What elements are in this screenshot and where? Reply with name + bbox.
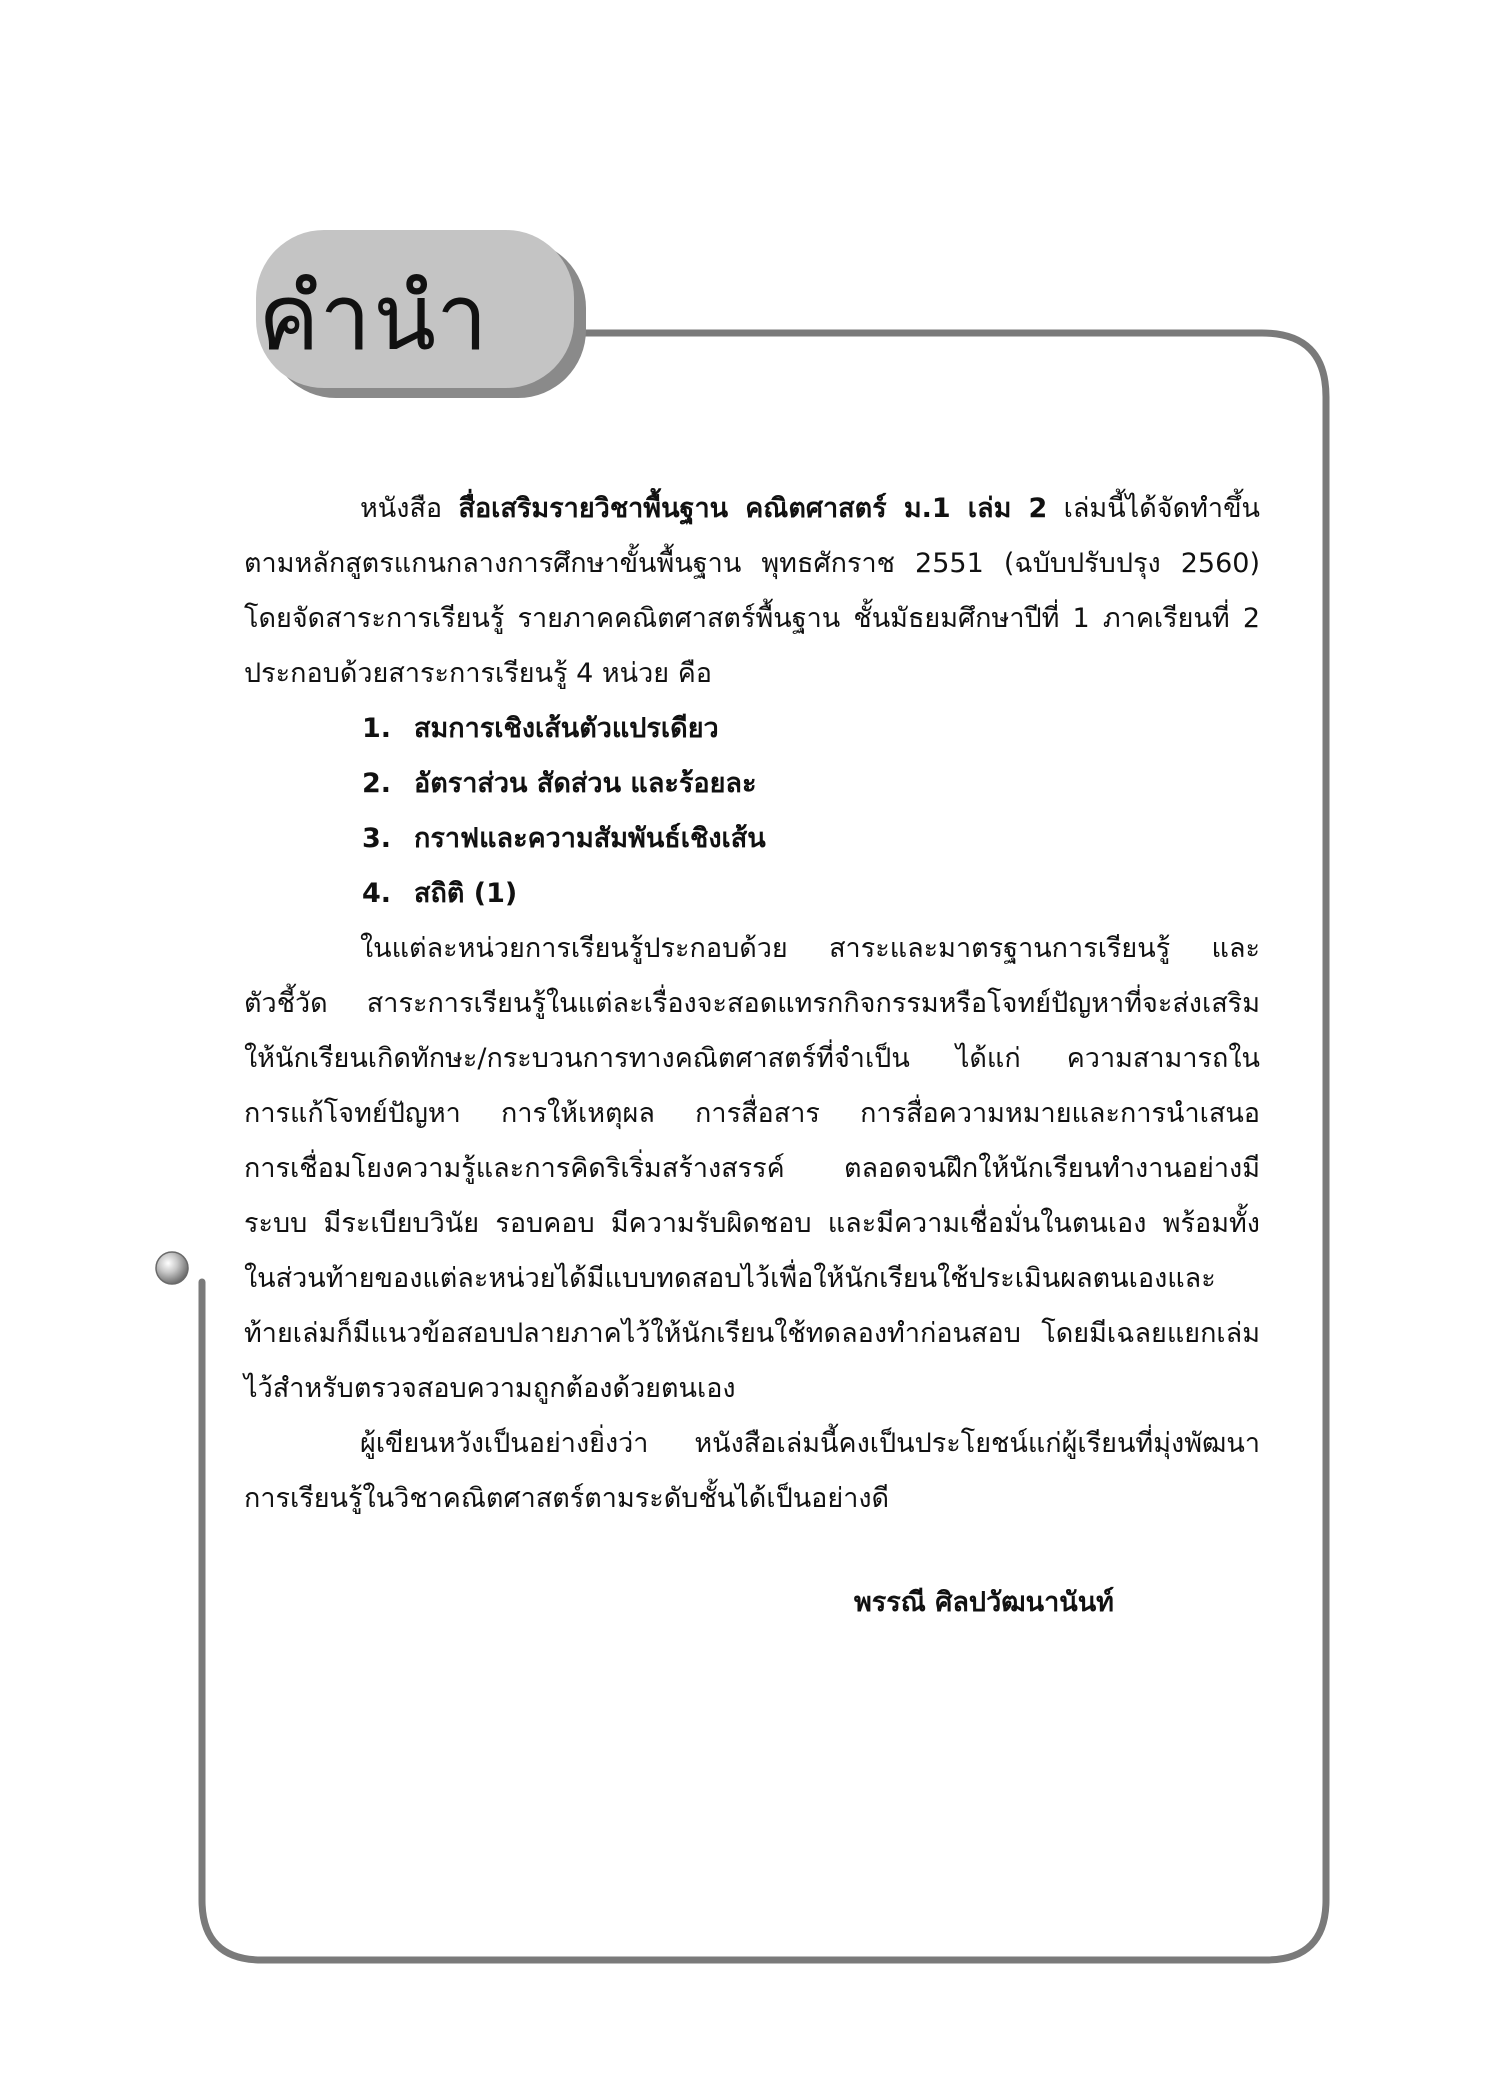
unit-number: 4. bbox=[362, 878, 392, 909]
unit-item bbox=[362, 817, 766, 861]
intro-suffix: เล่มนี้ได้จัดทำขึ้น bbox=[1047, 493, 1261, 524]
paragraph2-line: ให้นักเรียนเกิดทักษะ/กระบวนการทางคณิตศาสตร์ที่จำเป็น ได้แก่ ความสามารถใน bbox=[244, 1043, 1260, 1074]
paragraph2-line: ไว้สำหรับตรวจสอบความถูกต้องด้วยตนเอง bbox=[244, 1373, 736, 1404]
page-title: คำนำ bbox=[258, 264, 490, 371]
paragraph2-line: ระบบ มีระเบียบวินัย รอบคอบ มีความรับผิดชอบ และมีความเชื่อมั่นในตนเอง พร้อมทั้ง bbox=[244, 1208, 1260, 1239]
unit-label: กราฟและความสัมพันธ์เชิงเส้น bbox=[414, 823, 766, 854]
paragraph2-line: ในส่วนท้ายของแต่ละหน่วยได้มีแบบทดสอบไว้เพื่อให้นักเรียนใช้ประเมินผลตนเองและ bbox=[244, 1263, 1216, 1294]
author-name: พรรณี ศิลปวัฒนานันท์ bbox=[854, 1587, 1114, 1618]
unit-item bbox=[362, 762, 756, 806]
unit-item bbox=[362, 872, 517, 916]
paragraph2-line: ตัวชี้วัด สาระการเรียนรู้ในแต่ละเรื่องจะสอดแทรกกิจกรรมหรือโจทย์ปัญหาที่จะส่งเสริม bbox=[244, 988, 1260, 1019]
unit-label: สถิติ (1) bbox=[414, 878, 518, 909]
unit-number: 2. bbox=[362, 768, 392, 799]
intro-line-2: ตามหลักสูตรแกนกลางการศึกษาขั้นพื้นฐาน พุทธศักราช 2551 (ฉบับปรับปรุง 2560) bbox=[244, 548, 1260, 579]
paragraph2-line: ในแต่ละหน่วยการเรียนรู้ประกอบด้วย สาระและมาตรฐานการเรียนรู้ และ bbox=[360, 933, 1260, 964]
paragraph3-line: การเรียนรู้ในวิชาคณิตศาสตร์ตามระดับชั้นได้เป็นอย่างดี bbox=[244, 1483, 890, 1514]
unit-label: อัตราส่วน สัดส่วน และร้อยละ bbox=[414, 768, 757, 799]
book-title: สื่อเสริมรายวิชาพื้นฐาน คณิตศาสตร์ ม.1 เล่ม 2 bbox=[458, 493, 1048, 524]
unit-number: 3. bbox=[362, 823, 392, 854]
paragraph3-line: ผู้เขียนหวังเป็นอย่างยิ่งว่า หนังสือเล่มนี้คงเป็นประโยชน์แก่ผู้เรียนที่มุ่งพัฒนา bbox=[360, 1428, 1260, 1459]
unit-label: สมการเชิงเส้นตัวแปรเดียว bbox=[414, 713, 719, 744]
paragraph2-line: การแก้โจทย์ปัญหา การให้เหตุผล การสื่อสาร การสื่อความหมายและการนำเสนอ bbox=[244, 1098, 1260, 1129]
unit-number: 1. bbox=[362, 713, 392, 744]
paragraph2-line: ท้ายเล่มก็มีแนวข้อสอบปลายภาคไว้ให้นักเรียนใช้ทดลองทำก่อนสอบ โดยมีเฉลยแยกเล่ม bbox=[244, 1318, 1260, 1349]
intro-line-1 bbox=[360, 489, 1260, 529]
intro-line-3: โดยจัดสาระการเรียนรู้ รายภาคคณิตศาสตร์พื้นฐาน ชั้นมัธยมศึกษาปีที่ 1 ภาคเรียนที่ 2 bbox=[244, 603, 1260, 634]
intro-prefix: หนังสือ bbox=[360, 493, 459, 524]
unit-item bbox=[362, 707, 719, 751]
paragraph2-line: การเชื่อมโยงความรู้และการคิดริเริ่มสร้างสรรค์ ตลอดจนฝึกให้นักเรียนทำงานอย่างมี bbox=[244, 1153, 1260, 1184]
intro-line-4: ประกอบด้วยสาระการเรียนรู้ 4 หน่วย คือ bbox=[244, 658, 712, 689]
